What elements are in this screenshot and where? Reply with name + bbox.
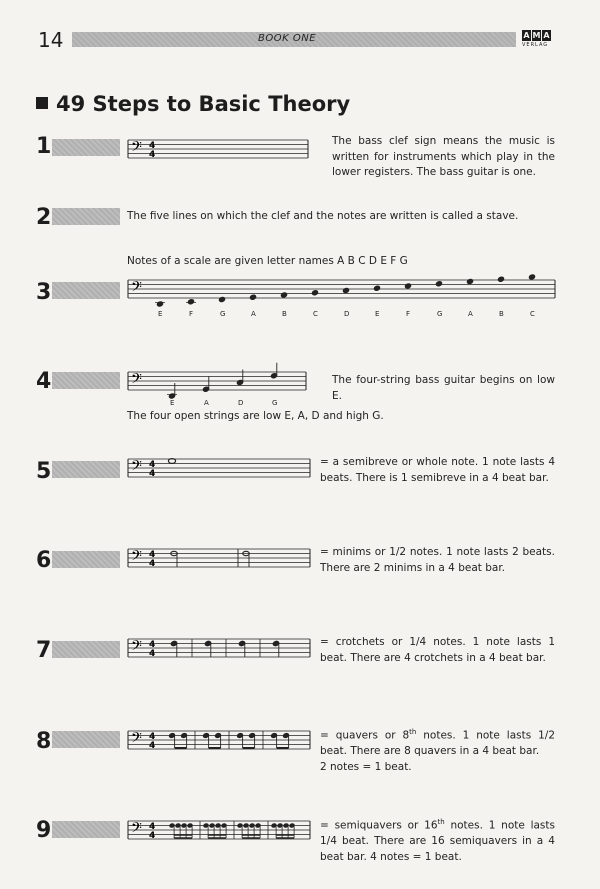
note-name-label: E [375,310,380,318]
bass-clef-icon: 𝄢 [131,458,142,478]
time-signature-bottom: 4 [149,741,156,751]
step-text-after: The four open strings are low E, A, D and high G. [127,410,384,422]
time-signature-bottom: 4 [149,649,156,659]
note-name-label: G [272,399,278,407]
scale-note [466,278,473,284]
book-label: BOOK ONE [258,33,317,44]
page-title [36,92,350,116]
stave-step-9 [128,818,313,848]
note-name-label: G [220,310,226,318]
step-number: 6 [36,548,52,573]
page-number: 14 [38,28,64,52]
crotchet-note [204,640,211,657]
note-name-label: A [251,310,256,318]
step-text: = minims or 1/2 notes. 1 note lasts 2 beats. There are 2 minims in a 4 beat bar. [320,546,555,574]
step-text: = crotchets or 1/4 notes. 1 note lasts 1 beat. There are 4 crotchets in a 4 beat bar. [320,636,555,664]
open-string-note [270,363,277,379]
stave-step-1 [128,137,313,179]
open-string-note [202,376,209,392]
step-text: = semiquavers or 16th notes. 1 note lasts 1/4 beat. There are 16 semiquavers in a 4 beat bar. 4 notes = 1 beat. [320,818,555,863]
bass-clef-icon: 𝄢 [131,638,142,658]
time-signature-bottom: 4 [149,559,156,569]
step-text: The five lines on which the clef and the notes are written is called a stave. [127,210,519,222]
scale-note [218,296,225,302]
note-name-label: F [189,310,194,318]
step-number: 2 [36,205,52,230]
step-number: 1 [36,134,52,159]
scale-note [404,283,411,289]
publisher-logo [522,30,560,50]
step-number: 9 [36,818,52,843]
step-bar [52,208,120,225]
step-bar [52,551,120,568]
page-title-text: 49 Steps to Basic Theory [56,92,351,116]
scale-note [155,301,165,307]
bullet-square-icon [36,97,48,109]
step-text: The four-string bass guitar begins on low E. [332,374,555,402]
step-caption: Notes of a scale are given letter names A B C D E F G [127,255,408,267]
logo-letter: A [523,31,530,40]
stave-step-5 [128,456,313,486]
stave-step-8 [128,728,313,758]
time-signature-top: 4 [149,732,156,742]
step-bar [52,282,120,299]
note-name-label: C [530,310,535,318]
time-signature-bottom: 4 [149,469,156,479]
stave-step-7 [128,636,313,666]
bass-clef-icon: 𝄢 [131,371,142,391]
time-signature-top: 4 [149,550,156,560]
crotchet-note [170,640,177,657]
time-signature-top: 4 [149,822,156,832]
bass-clef-icon: 𝄢 [131,279,142,299]
step-number: 3 [36,280,52,305]
stave-step-4 [128,362,308,402]
logo-letter: A [543,31,550,40]
step-number: 4 [36,369,52,394]
step-bar [52,731,120,748]
step-text: The bass clef sign means the music is written for instruments which play in the lower registers. The bass guitar is one. [332,135,555,178]
crotchet-note [238,640,245,657]
bass-clef-icon: 𝄢 [131,548,142,568]
time-signature-top: 4 [149,141,156,151]
logo-letter: M [532,31,541,40]
scale-note [186,299,196,305]
note-name-label: B [282,310,287,318]
note-name-label: G [437,310,443,318]
step-bar [52,461,120,478]
scale-note [311,290,318,296]
note-name-label: A [468,310,473,318]
note-name-label: F [406,310,411,318]
step-number: 7 [36,638,52,663]
stave-step-6 [128,546,313,576]
step-bar [52,372,120,389]
scale-note [435,281,442,287]
time-signature-top: 4 [149,640,156,650]
time-signature-bottom: 4 [149,831,156,841]
step-bar [52,641,120,658]
step-number: 5 [36,459,52,484]
step-bar [52,139,120,156]
bass-clef-icon: 𝄢 [131,820,142,840]
bass-clef-icon: 𝄢 [131,139,142,159]
note-name-label: E [170,399,175,407]
scale-note [342,287,349,293]
time-signature-bottom: 4 [149,150,156,160]
step-text: = quavers or 8th notes. 1 note lasts 1/2 beat. There are 8 quavers in a 4 beat bar. 2 notes = 1 beat. [320,728,556,773]
scale-note [528,274,535,280]
scale-note [280,292,287,298]
scale-note [249,294,256,300]
note-name-label: E [158,310,163,318]
note-name-label: D [238,399,244,407]
stave-step-3 [128,270,558,330]
step-text: = a semibreve or whole note. 1 note lasts 4 beats. There is 1 semibreve in a 4 beat bar. [320,456,555,484]
note-name-label: B [499,310,504,318]
scale-note [373,285,380,291]
step-bar [52,821,120,838]
note-name-label: A [204,399,209,407]
logo-sub: VERLAG [522,42,549,48]
note-name-label: C [313,310,318,318]
time-signature-top: 4 [149,460,156,470]
note-name-label: D [344,310,350,318]
bass-clef-icon: 𝄢 [131,730,142,750]
step-number: 8 [36,729,52,754]
scale-note [497,276,504,282]
crotchet-note [272,640,279,657]
